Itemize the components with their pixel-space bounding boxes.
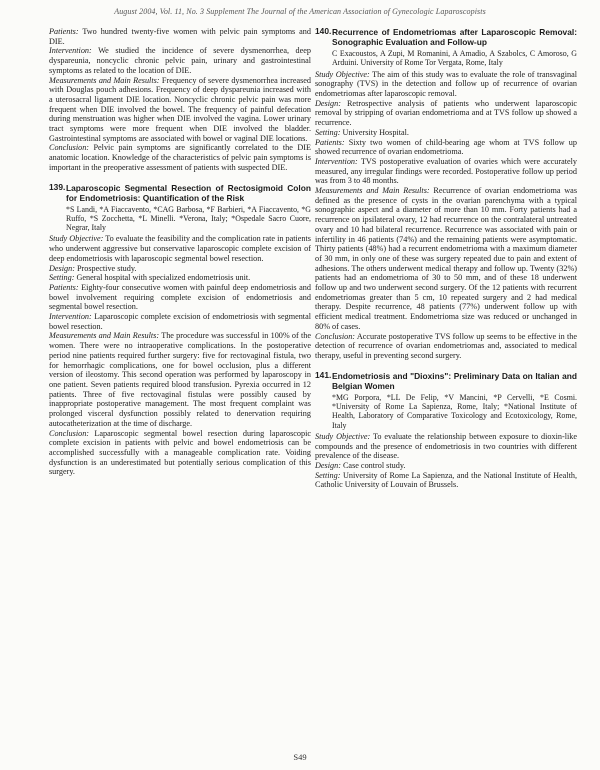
abstract-paragraph — [315, 186, 577, 332]
abstract-paragraph — [315, 471, 577, 490]
running-head: August 2004, Vol. 11, No. 3 Supplement The Journal of the American Association of Gynecologic Laparoscopists — [114, 7, 486, 16]
section-text: Recurrence of ovarian endometrioma was defined as the presence of cysts in the ovarian parenchyma with a typical sonographic aspect and a diameter of more than 10 mm. Forty patients had a recurrence on ipsilateral ovary, 12 had recurrence on the contralateral untreated ovary and 10 had bilateral recurrence. Recurrence was associated with pain or infertility in 46 patients (74%) and the remaining patients were asymptomatic. Thirty patients (48%) had a recurrent endometrioma with a maximum diameter of 30 mm, in only one of these was surgery repeated due to pain and extent of adhesions. The others underwent medical therapy and follow up. Twenty (32%) patients had an endometrioma of 30 to 50 mm, and of these 18 underwent follow up and two underwent second surgery. Of the 12 patients with recurrent endometriomas greater than 5 cm, 10 repeated surgery and 2 had medical therapy. Despite recurrence, 48 patients (77%) underwent follow up with efficient medical treatment. Endometrioma size was reduced or unchanged in 80% of cases. — [315, 186, 578, 331]
section-label: Patients: — [49, 27, 79, 36]
abstract-body — [49, 234, 311, 477]
section-label: Patients: — [49, 282, 79, 292]
abstract-title: Endometriosis and "Dioxins": Preliminary Data on Italian and Belgian Women — [332, 370, 577, 391]
abstract-paragraph — [315, 157, 577, 186]
section-text: Laparoscopic segmental bowel resection during laparoscopic complete excision in patients with pelvic and bowel endometriosis can be accomplished successfully with a manageable complication rate. Voiding dysfunction is an underestimated but potentially serious complication of this surgery. — [49, 428, 311, 477]
abstract-paragraph — [49, 273, 311, 283]
section-label: Intervention: — [49, 46, 92, 56]
section-label: Design: — [315, 460, 341, 470]
abstract-paragraph — [315, 461, 577, 471]
section-text: Frequency of severe dysmenorrhea increased with Douglas pouch adhesions. Frequency of deep dyspareunia increased with a uterosacral ligament DIE location. Noncyclic chronic pelvic pain was more frequent when DIE involved the bowel. The frequency of painful defecation during menstruation was higher when DIE involved the vagina. Lower urinary tract symptoms were more frequent when DIE involved the bladder. Gastrointestinal symptoms are associated with bowel or vaginal DIE locations. — [49, 75, 312, 143]
section-text: The aim of this study was to evaluate the role of transvaginal sonography (TVS) in the detection and follow up of recurrence of ovarian endometriomas after laparoscopic removal. — [315, 69, 577, 98]
abstract-paragraph — [49, 312, 311, 331]
abstract-paragraph — [315, 332, 577, 361]
abstract-paragraph — [49, 264, 311, 274]
abstract-paragraph — [49, 46, 311, 75]
section-text: General hospital with specialized endometriosis unit. — [74, 273, 251, 283]
abstract-body — [315, 70, 577, 361]
abstract-paragraph — [315, 99, 577, 128]
section-label: Setting: — [315, 470, 341, 480]
section-text: Pelvic pain symptoms are significantly correlated to the DIE anatomic location. Knowledge of the characteristics of pelvic pain symptoms is important in the preoperative assessment of patients with suspected DIE. — [49, 143, 311, 172]
section-text: To evaluate the relationship between exposure to dioxin-like compounds and the presence of endometriosis in two countries with different prevalence of the disease. — [315, 431, 577, 461]
section-label: Measurements and Main Results: — [49, 75, 160, 85]
section-label: Measurements and Main Results: — [49, 331, 160, 341]
abstract-number: 141. — [315, 369, 332, 380]
section-text: The procedure was successful in 100% of the women. There were no intraoperative complications. In the postoperative period nine patients required further surgery: five for rectovaginal fistula, two for hemorrhagic complications, one for bowel occlusion, plus a different version of ileostomy. This second operation was performed by laparoscopy in one patient. Seven patients required blood transfusion. Pyrexia occurred in 12 patients. Three of five rectovaginal fistulas were possibly caused by inappropriate postoperative management. The most frequent complaint was prolonged visceral dysfunction possibly related to denervation requiring autocatheterization at the time of discharge. — [49, 331, 311, 428]
abstract-authors: *S Landi, *A Fiaccavento, *CAG Barbosa, *F Barbieri, *A Fiaccavento, *G Ruffo, *S Zocchetta, *L Minelli. *Verona, Italy; *Ospedale Sacro Cuore, Negrar, Italy — [66, 204, 311, 233]
abstract-paragraph — [49, 234, 311, 263]
abstract-paragraph — [315, 138, 577, 157]
section-label: Study Objective: — [315, 69, 370, 79]
section-label: Conclusion: — [49, 428, 90, 438]
section-text: University of Rome La Sapienza, and the National Institute of Health, Catholic University of Louvain of Brussels. — [315, 470, 577, 490]
section-label: Design: — [49, 263, 75, 273]
section-text: Two hundred twenty-five women with pelvic pain symptoms and DIE. — [49, 27, 311, 46]
section-text: University Hospital. — [340, 127, 409, 137]
left-column — [49, 27, 311, 477]
abstract-title: Laparoscopic Segmental Resection of Rectosigmoid Colon for Endometriosis: Quantification of the Risk — [66, 182, 311, 203]
abstract-paragraph — [49, 76, 311, 144]
abstract-number: 140. — [315, 26, 332, 36]
abstract-141 — [315, 371, 577, 490]
abstract-title: Recurrence of Endometriomas after Laparoscopic Removal: Sonographic Evaluation and Follow-up — [332, 27, 577, 47]
abstract-paragraph — [49, 143, 311, 172]
abstract-authors: C Exacoustos, A Zupi, M Romanini, A Amadio, A Szabolcs, C Amoroso, G Arduini. University of Rome Tor Vergata, Rome, Italy — [332, 49, 577, 68]
abstract-body — [315, 432, 577, 490]
section-text: Eighty-four consecutive women with painful deep endometriosis and bowel involvement requiring complete excision of endometriosis and segmental bowel resection. — [49, 282, 311, 312]
section-text: TVS postoperative evaluation of ovaries which were accurately measured, any irregular findings were recorded. Postoperative follow up period was from 3 to 48 months. — [315, 156, 577, 186]
abstract-140 — [315, 27, 577, 361]
abstract-paragraph — [315, 432, 577, 461]
section-label: Setting: — [49, 273, 75, 283]
section-text: To evaluate the feasibility and the complication rate in patients who underwent aggressive but conservative laparoscopic complete excision of deep endometriosis with laparoscopic segmental bowel resection. — [49, 234, 311, 263]
abstract-number: 139. — [49, 181, 66, 192]
section-text: Retrospective analysis of patients who underwent laparoscopic removal by stripping of ovarian endometrioma and at TVS follow up showed a recurrence. — [315, 98, 577, 128]
abstract-heading — [49, 183, 311, 203]
abstract-authors: *MG Porpora, *LL De Felip, *V Mancini, *P Cervelli, *E Cosmi. *University of Rome La Sapienza, Rome, Italy; *National Institute of Health, Laboratory of Comparative Toxicology and Ecotoxicology, Rome, Italy — [332, 392, 577, 430]
section-label: Measurements and Main Results: — [315, 186, 430, 196]
section-text: We studied the incidence of severe dysmenorrhea, deep dyspareunia, noncyclic chronic pelvic pain, urinary and gastrointestinal symptoms as related to the location of DIE. — [49, 46, 311, 75]
section-label: Conclusion: — [315, 331, 356, 341]
abstract-paragraph — [49, 331, 311, 428]
section-label: Conclusion: — [49, 143, 90, 153]
right-column — [315, 27, 577, 490]
abstract-paragraph — [49, 283, 311, 312]
section-text: Case control study. — [340, 460, 406, 470]
page-number: S49 — [293, 752, 307, 762]
section-label: Design: — [315, 98, 341, 108]
continued-abstract — [49, 27, 311, 173]
abstract-139 — [49, 183, 311, 477]
section-label: Setting: — [315, 127, 341, 137]
abstract-paragraph — [49, 27, 311, 46]
section-label: Patients: — [315, 137, 345, 147]
section-text: Accurate postoperative TVS follow up seems to be effective in the detection of recurrence of ovarian endometriomas and, associated to medical therapy, useful in preventing second surgery. — [315, 331, 577, 360]
abstract-paragraph — [315, 70, 577, 99]
section-text: Prospective study. — [74, 263, 137, 273]
section-text: Sixty two women of child-bearing age whom at TVS follow up showed recurrence of ovarian endometrioma. — [315, 137, 577, 157]
section-label: Study Objective: — [49, 234, 104, 244]
abstract-paragraph — [49, 429, 311, 478]
section-text: Laparoscopic complete excision of endometriosis with segmental bowel resection. — [49, 312, 311, 331]
section-label: Intervention: — [315, 156, 358, 166]
abstract-paragraph — [315, 128, 577, 138]
abstract-heading — [315, 371, 577, 391]
section-label: Study Objective: — [315, 431, 371, 441]
section-label: Intervention: — [49, 312, 92, 322]
abstract-heading — [315, 27, 577, 47]
